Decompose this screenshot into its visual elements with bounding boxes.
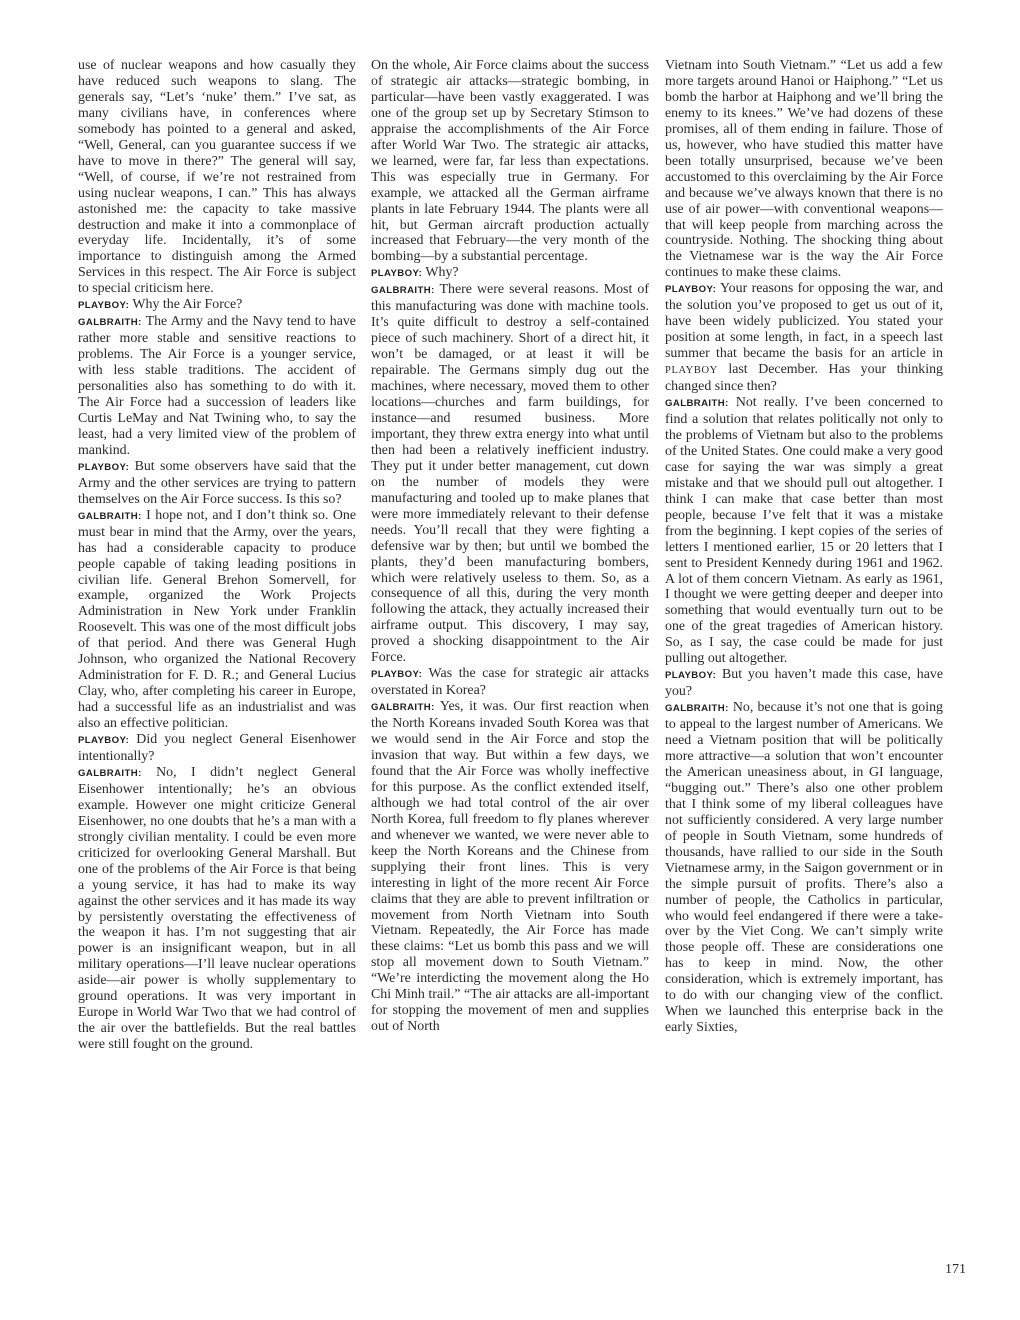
paragraph-text: The Army and the Navy tend to have rather more stable and sensitive reactions to problems. The Air Force is a younger service, with less stable traditions. The accident of personalities also has something to do with it. The Air Force had a succession of leaders like Curtis LeMay and Nat Twining who, to say the least, had a very limited view of the problem of mankind. (78, 314, 356, 458)
paragraph-text: I hope not, and I don’t think so. One must bear in mind that the Army, over the years, has had a considerable capacity to produce people capable of taking leading positions in civilian life. General Brehon Somervell, for example, organized the Work Projects Administration in New York under Franklin Roosevelt. This was one of the most difficult jobs of that period. And there was General Hugh Johnson, who organized the National Recovery Administration for F. D. R.; and General Lucius Clay, who, after completing his career in Europe, had a successful life as an industrialist and was also an effective politician. (78, 507, 356, 732)
interview-paragraph (665, 395, 943, 667)
interview-paragraph (78, 314, 356, 459)
paragraph-text: No, because it’s not one that is going to appeal to the largest number of Americans. We need a Vietnam position that will be politically more attractive—a solution that won’t encounter the American uneasiness about, in GI language, “bugging out.” There’s also one other problem that I think some of my liberal colleagues have not sufficiently considered. A very large number of people in South Vietnam, some hundreds of thousands, have rallied to our side in the South Vietnamese army, in the Saigon government or in the simple pursuit of profits. There’s also a number of people, the Catholics in particular, who would feel endangered if there were a take-over by the Viet Cong. We can’t simply write those people off. These are considerations one has to keep in mind. Now, the other consideration, which is extremely important, has to do with our changing view of the conflict. When we launched this enterprise back in the early Sixties, (665, 700, 943, 1036)
interview-paragraph (371, 699, 649, 1035)
paragraph-text: No, I didn’t neglect General Eisenhower intentionally; he’s an obvious example. However one might criticize General Eisenhower, no one doubts that he’s a man with a strongly civilian mentality. I could be even more criticized for overlooking General Marshall. But one of the problems of the Air Force is that being a young service, it has had to make its way against the other services and it has made its way by persistently overstating the effectiveness of the weapon it has. I’m not suggesting that air power is an insignificant weapon, but in all military operations—I’ll leave nuclear operations aside—air power is wholly supplementary to ground operations. It was very important in Europe in World War Two that we had control of the air over the battlefields. But the real battles were still fought on the ground. (78, 764, 356, 1053)
paragraph-text: There were several reasons. Most of this manufacturing was done with machine tools. It’s quite difficult to destroy a self-contained piece of such machinery. Short of a direct hit, it won’t be damaged, or at least it will be repairable. The Germans simply dug out the machines, where necessary, moved them to other locations—churches and farm buildings, for instance—and resumed business. More important, they threw extra energy into what until then had been a relatively inefficient industry. They put it under better management, cut down on the number of models they were manufacturing and tooled up to make planes that were more immediately relevant to their defense needs. You’ll recall that they were fighting a defensive war by then; but until we bombed the plants, they’d been manufacturing bombers, which were relatively useless to them. So, as a consequence of all this, during the very month following the attack, they actually increased their airframe output. This discovery, I may say, proved a shocking disappointment to the Air Force. (371, 282, 649, 666)
interview-paragraph (78, 732, 356, 765)
paragraph-text: Yes, it was. Our first reaction when the North Koreans invaded South Korea was that we would send in the Air Force and stop the invasion that way. But within a few days, we found that the Air Force was wholly ineffective for this purpose. As the conflict extended itself, although we had total control of the air over North Korea, full freedom to fly planes wherever and whenever we wanted, we were never able to keep the North Koreans and the Chinese from supplying their front lines. This is very interesting in light of the more recent Air Force claims that they are able to prevent infiltration or movement from North Vietnam into South Vietnam. Repeatedly, the Air Force has made these claims: “Let us bomb this pass and we will stop all movement down to South Vietnam.” “We’re interdicting the movement along the Ho Chi Minh trail.” “The air attacks are all-important for stopping the movement of men and supplies out of North (371, 699, 649, 1035)
speaker-label: GALBRAITH: (371, 702, 435, 714)
page-number: 171 (945, 1262, 966, 1277)
interview-paragraph (78, 765, 356, 1053)
speaker-label: PLAYBOY: (665, 284, 717, 296)
speaker-label: PLAYBOY: (78, 300, 130, 312)
paragraph-text: Did you neglect General Eisenhower intentionally? (78, 732, 356, 764)
interview-paragraph (665, 700, 943, 1036)
body-paragraph (78, 58, 356, 297)
speaker-label: PLAYBOY: (371, 268, 423, 280)
interview-paragraph (78, 297, 356, 314)
interview-paragraph (371, 282, 649, 666)
text-column-2 (371, 58, 649, 1035)
interview-paragraph (371, 666, 649, 699)
text-column-3 (665, 58, 943, 1036)
speaker-label: GALBRAITH: (665, 398, 729, 410)
speaker-label: PLAYBOY: (78, 735, 130, 747)
paragraph-text: But you haven’t made this case, have you? (665, 667, 943, 700)
speaker-label: GALBRAITH: (78, 767, 142, 779)
interview-paragraph (665, 281, 943, 395)
paragraph-text: Your reasons for opposing the war, and the solution you’ve proposed to get us out of it, have been widely publicized. You stated your position at some length, in fact, in a speech last summer that became the basis for an article in PLAYBOY last December. Has your thinking changed since then? (665, 281, 943, 395)
paragraph-text: use of nuclear weapons and how casually they have reduced such weapons to slang. The generals say, “Let’s ‘nuke’ them.” I’ve sat, as many civilians have, in conferences where somebody has pointed to a general and asked, “Well, General, can you guarantee success if we have to move in there?” The general will say, “Well, of course, if we’re not restrained from using nuclear weapons, I can.” This has always astonished me: the capacity to take massive destruction and make it into a commonplace of everyday life. Incidentally, it’s of some importance to distinguish among the Armed Services in this respect. The Air Force is subject to special criticism here. (78, 58, 356, 297)
speaker-label: GALBRAITH: (78, 510, 142, 522)
speaker-label: PLAYBOY: (665, 670, 717, 682)
paragraph-text: Vietnam into South Vietnam.” “Let us add a few more targets around Hanoi or Haiphong.” “Let us bomb the harbor at Haiphong and we’ll bring the enemy to its knees.” We’ve had dozens of these promises, all of them ending in failure. Those of us, however, who have studied this matter have been totally unsurprised, because we’ve been accustomed to this overclaiming by the Air Force and because we’ve always known that there is no use of air power—with conventional weapons—that will keep people from marching across the countryside. Nothing. The shocking thing about the Vietnamese war is the way the Air Force continues to make these claims. (665, 58, 943, 281)
interview-paragraph (371, 265, 649, 282)
interview-paragraph (665, 667, 943, 700)
paragraph-text: Why? (425, 265, 459, 281)
interview-paragraph (78, 459, 356, 508)
body-paragraph (665, 58, 943, 281)
text-column-1 (78, 58, 356, 1053)
paragraph-text: Was the case for strategic air attacks overstated in Korea? (371, 666, 649, 699)
paragraph-text: Not really. I’ve been concerned to find a solution that relates politically not only to the problems of Vietnam but also to the problems of the United States. One could make a very good case for saying the war was simply a great mistake and that we should pull out altogether. I think I can make that case better than most people, because I’ve felt that it was a mistake from the beginning. I kept copies of the series of letters I mentioned earlier, 15 or 20 letters that I sent to President Kennedy during 1961 and 1962. A lot of them concern Vietnam. As early as 1961, I thought we were getting deeper and deeper into something that would eventually turn out to be one of the great tragedies of American history. So, as I say, the case could be made for just pulling out altogether. (665, 395, 943, 667)
speaker-label: GALBRAITH: (78, 317, 142, 329)
paragraph-text: But some observers have said that the Army and the other services are trying to pattern themselves on the Air Force success. Is this so? (78, 458, 356, 507)
speaker-label: GALBRAITH: (371, 285, 435, 297)
body-paragraph (371, 58, 649, 265)
speaker-label: GALBRAITH: (665, 703, 729, 715)
paragraph-text: Why the Air Force? (132, 297, 243, 313)
interview-paragraph (78, 508, 356, 732)
paragraph-text: On the whole, Air Force claims about the success of strategic air attacks—strategic bombing, in particular—have been vastly exaggerated. I was one of the group set up by Secretary Stimson to appraise the accomplishments of the Air Force after World War Two. The strategic air attacks, we learned, were far, far less than expectations. This was especially true in Germany. For example, we attacked all the German airframe plants in late February 1944. The plants were all hit, but German aircraft production actually increased that February—the very month of the bombing—by a substantial percentage. (371, 58, 649, 265)
speaker-label: PLAYBOY: (371, 669, 423, 681)
speaker-label: PLAYBOY: (78, 461, 130, 473)
